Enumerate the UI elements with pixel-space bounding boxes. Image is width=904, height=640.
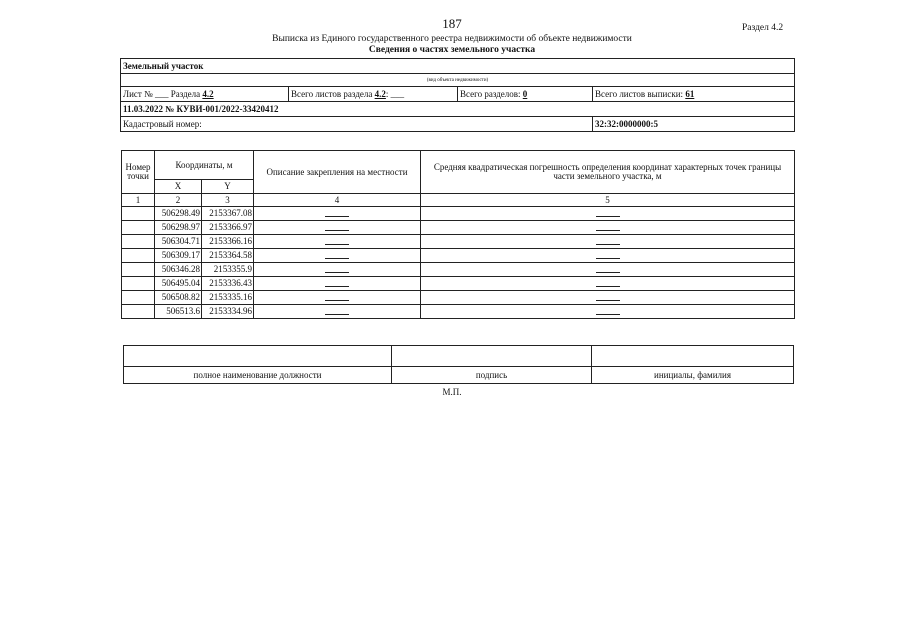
- empty-dash: [325, 237, 349, 245]
- empty-dash: [596, 293, 620, 301]
- name-label: инициалы, фамилия: [592, 367, 794, 384]
- table-row: [122, 221, 795, 235]
- object-type: Земельный участок: [121, 59, 795, 74]
- desc-cell: [254, 249, 421, 263]
- point-number: [122, 207, 155, 221]
- sections-total-label: Всего разделов:: [460, 88, 521, 99]
- point-number: [122, 249, 155, 263]
- page-number: 187: [442, 16, 462, 31]
- sheets-total-label: Всего листов выписки:: [595, 88, 684, 99]
- col-point-header: Номер точки: [122, 151, 155, 194]
- empty-dash: [325, 307, 349, 315]
- coord-y: 2153355.9: [202, 263, 254, 277]
- sheets-total-cell: [593, 87, 795, 102]
- empty-dash: [596, 237, 620, 245]
- cadastral-number: 32:32:0000000:5: [593, 117, 795, 132]
- empty-dash: [596, 265, 620, 273]
- col-coords-header: Координаты, м: [155, 151, 254, 180]
- error-cell: [421, 249, 795, 263]
- empty-dash: [325, 251, 349, 259]
- desc-cell: [254, 235, 421, 249]
- coord-x: 506508.82: [155, 291, 202, 305]
- empty-dash: [596, 307, 620, 315]
- point-number: [122, 235, 155, 249]
- point-number: [122, 291, 155, 305]
- sheet-number-cell: [121, 87, 289, 102]
- desc-cell: [254, 207, 421, 221]
- empty-dash: [596, 209, 620, 217]
- error-cell: [421, 305, 795, 319]
- desc-cell: [254, 263, 421, 277]
- col-number: 1: [122, 194, 155, 207]
- signature-field: [392, 346, 592, 367]
- stamp-place-label: М.П.: [442, 387, 462, 397]
- coord-x: 506298.49: [155, 207, 202, 221]
- empty-dash: [325, 293, 349, 301]
- sheet-blank: ___: [154, 88, 169, 99]
- table-row: [122, 291, 795, 305]
- error-cell: [421, 207, 795, 221]
- coord-x: 506346.28: [155, 263, 202, 277]
- name-field: [592, 346, 794, 367]
- error-cell: [421, 277, 795, 291]
- sheets-in-section-ref: 4.2: [374, 88, 386, 99]
- table-row: [122, 207, 795, 221]
- coord-y: 2153336.43: [202, 277, 254, 291]
- table-row: [122, 263, 795, 277]
- desc-cell: [254, 305, 421, 319]
- empty-dash: [325, 265, 349, 273]
- coord-y: 2153367.08: [202, 207, 254, 221]
- cadastral-label: Кадастровый номер:: [121, 117, 593, 132]
- col-number: 3: [202, 194, 254, 207]
- desc-cell: [254, 291, 421, 305]
- empty-dash: [325, 209, 349, 217]
- error-cell: [421, 263, 795, 277]
- empty-dash: [596, 279, 620, 287]
- section-value: 4.2: [202, 88, 214, 99]
- point-number: [122, 221, 155, 235]
- coord-x: 506495.04: [155, 277, 202, 291]
- sheets-in-section-cell: Всего листов раздела 4.2: ___: [289, 87, 458, 102]
- point-number: [122, 305, 155, 319]
- error-cell: [421, 235, 795, 249]
- col-x-header: X: [155, 180, 202, 194]
- object-type-caption: (вид объекта недвижимости): [121, 74, 795, 87]
- signature-label: подпись: [392, 367, 592, 384]
- empty-dash: [325, 279, 349, 287]
- col-error-header: Средняя квадратическая погрешность определения координат характерных точек границы части земельного участка, м: [421, 151, 795, 194]
- coord-x: 506513.6: [155, 305, 202, 319]
- sections-total-value: 0: [522, 88, 528, 99]
- sheet-label: Лист №: [123, 88, 153, 99]
- coord-x: 506298.97: [155, 221, 202, 235]
- position-label: полное наименование должности: [124, 367, 392, 384]
- col-number: 4: [254, 194, 421, 207]
- table-row: [122, 235, 795, 249]
- sheets-in-section-label: Всего листов раздела: [291, 88, 373, 99]
- extract-date-number: 11.03.2022 № КУВИ-001/2022-33420412: [121, 102, 795, 117]
- object-info-table: [120, 58, 795, 132]
- coord-y: 2153366.16: [202, 235, 254, 249]
- sections-total-cell: [458, 87, 593, 102]
- document-title: Выписка из Единого государственного реестра недвижимости об объекте недвижимости: [272, 34, 632, 44]
- coord-y: 2153364.58: [202, 249, 254, 263]
- col-desc-header: Описание закрепления на местности: [254, 151, 421, 194]
- desc-cell: [254, 221, 421, 235]
- point-number: [122, 263, 155, 277]
- point-number: [122, 277, 155, 291]
- empty-dash: [596, 251, 620, 259]
- coord-y: 2153334.96: [202, 305, 254, 319]
- coord-x: 506304.71: [155, 235, 202, 249]
- signature-table: [123, 345, 794, 384]
- table-row: [122, 277, 795, 291]
- position-field: [124, 346, 392, 367]
- table-row: [122, 249, 795, 263]
- empty-dash: [325, 223, 349, 231]
- document-subtitle: Сведения о частях земельного участка: [368, 45, 536, 55]
- coord-y: 2153366.97: [202, 221, 254, 235]
- coordinates-table: [121, 150, 795, 319]
- col-number: 5: [421, 194, 795, 207]
- error-cell: [421, 291, 795, 305]
- sheets-in-section-value: ___: [390, 88, 405, 99]
- sheets-total-value: 61: [685, 88, 695, 99]
- desc-cell: [254, 277, 421, 291]
- col-y-header: Y: [202, 180, 254, 194]
- section-label: Раздела: [170, 88, 201, 99]
- coord-y: 2153335.16: [202, 291, 254, 305]
- table-row: [122, 305, 795, 319]
- section-reference: Раздел 4.2: [742, 23, 784, 33]
- col-number: 2: [155, 194, 202, 207]
- error-cell: [421, 221, 795, 235]
- empty-dash: [596, 223, 620, 231]
- coord-x: 506309.17: [155, 249, 202, 263]
